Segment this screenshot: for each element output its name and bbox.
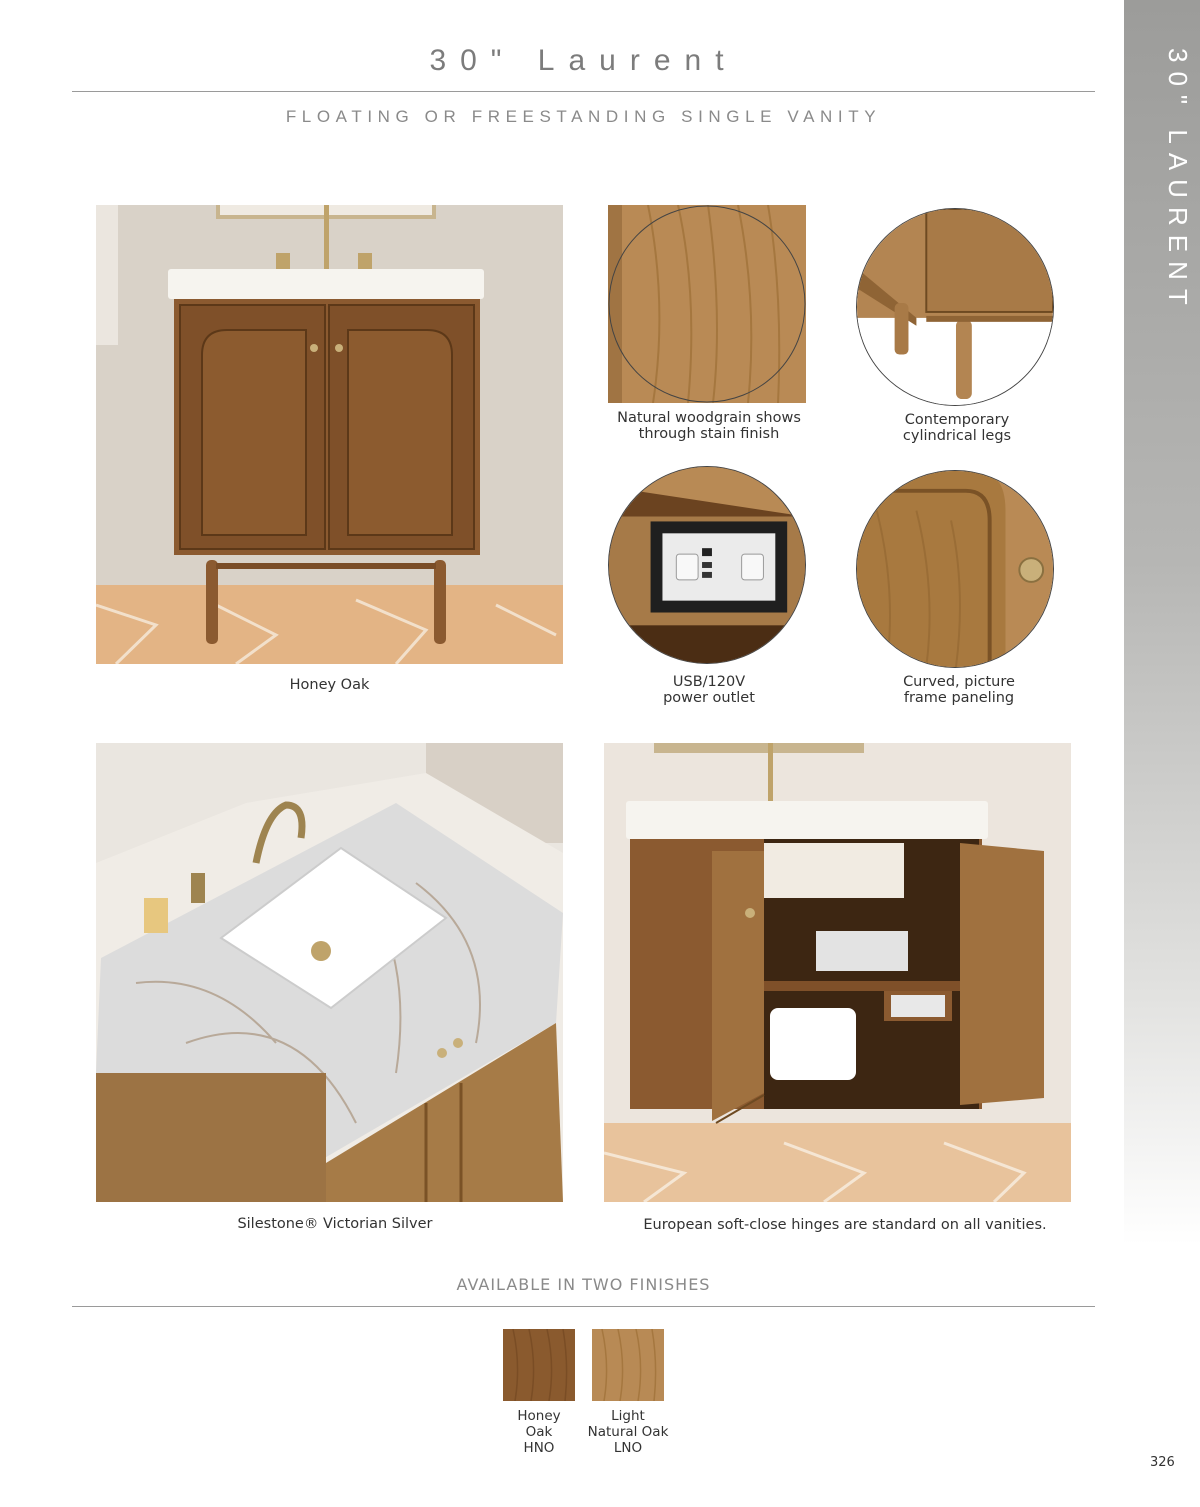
victorian-silver-caption: Silestone® Victorian Silver <box>237 1216 433 1232</box>
soft-close-hinges-caption: European soft-close hinges are standard on all vanities. <box>643 1217 1047 1233</box>
title-divider <box>72 91 1095 92</box>
finishes-heading: AVAILABLE IN TWO FINISHES <box>456 1275 711 1294</box>
woodgrain-detail-photo <box>608 205 806 403</box>
panel-caption: Curved, picture frame paneling <box>903 674 1015 706</box>
page-title: 30" Laurent <box>429 44 738 77</box>
side-tab-label: 30" LAURENT <box>1163 48 1193 314</box>
page-subtitle: FLOATING OR FREESTANDING SINGLE VANITY <box>285 107 882 126</box>
open-doors-hinges-photo <box>604 743 1071 1202</box>
leg-detail-photo <box>856 208 1054 406</box>
outlet-caption: USB/120V power outlet <box>663 674 755 706</box>
swatch-light-natural-oak-label: Light Natural Oak LNO <box>587 1408 669 1456</box>
swatch-honey-oak-label: Honey Oak HNO <box>517 1408 561 1456</box>
page-number: 326 <box>1150 1455 1175 1470</box>
honey-oak-caption: Honey Oak <box>289 677 370 693</box>
panel-detail-photo <box>856 470 1054 668</box>
swatch-light-natural-oak <box>592 1329 664 1401</box>
honey-oak-vanity-photo <box>96 205 563 664</box>
finishes-divider <box>72 1306 1095 1307</box>
outlet-detail-photo <box>608 466 806 664</box>
legs-caption: Contemporary cylindrical legs <box>902 412 1012 444</box>
swatch-honey-oak <box>503 1329 575 1401</box>
woodgrain-caption: Natural woodgrain shows through stain finish <box>617 410 801 442</box>
victorian-silver-countertop-photo <box>96 743 563 1202</box>
